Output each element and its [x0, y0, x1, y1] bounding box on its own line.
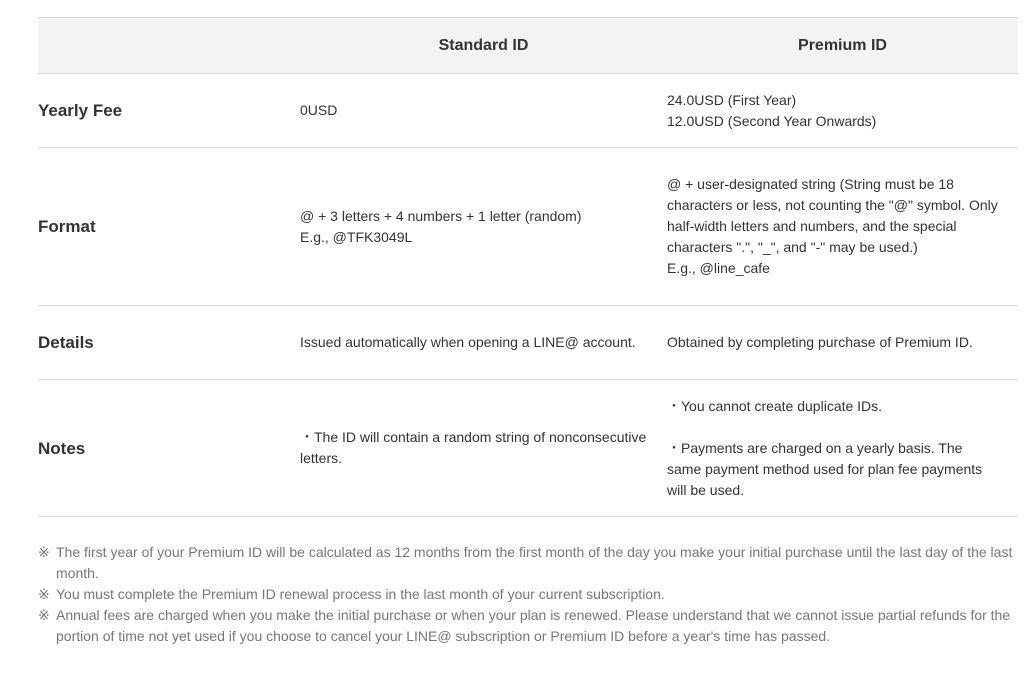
table-header-row [38, 18, 1018, 74]
standard-format-example: E.g., @TFK3049L [300, 228, 413, 245]
header-premium-id: Premium ID [667, 18, 1018, 74]
cell-standard-format [300, 148, 667, 306]
cell-standard-notes [300, 380, 667, 517]
standard-fee-text: 0USD [300, 102, 338, 118]
table-row-format [38, 148, 1018, 306]
table-row-yearly-fee [38, 74, 1018, 148]
footnote-item [38, 584, 1018, 605]
table-row-notes [38, 380, 1018, 517]
reference-mark-icon: ※ [38, 586, 50, 602]
cell-premium-details [667, 306, 1018, 380]
cell-standard-yearly-fee [300, 74, 667, 148]
cell-premium-format [667, 148, 1018, 306]
row-label-notes: Notes [38, 380, 300, 517]
footnote-text-renewal: You must complete the Premium ID renewal process in the last month of your current subscription. [56, 586, 665, 602]
premium-format-example: E.g., @line_cafe [667, 260, 770, 276]
standard-notes-text: ・The ID will contain a random string of nonconsecutive letters. [300, 429, 647, 466]
id-comparison-table [38, 17, 1018, 517]
cell-premium-yearly-fee [667, 74, 1018, 148]
footnote-text-annual-fees: Annual fees are charged when you make the initial purchase or when your plan is renewed. Please understand that we cannot issue partial refunds for the portion of time not yet used if you choose to cancel your LINE@ subscription or Premium ID before a year's time has passed. [56, 607, 1011, 644]
row-label-yearly-fee: Yearly Fee [38, 74, 300, 148]
cell-standard-details [300, 306, 667, 380]
cell-premium-notes [667, 380, 1018, 517]
standard-details-text: Issued automatically when opening a LINE@ account. [300, 334, 636, 350]
header-label-column [38, 18, 300, 74]
table-row-details [38, 306, 1018, 380]
note-spacer [667, 417, 998, 438]
standard-format-rule: @ + 3 letters + 4 numbers + 1 letter (random) [300, 207, 582, 224]
premium-format-rule: @ + user-designated string (String must be 18 characters or less, not counting the "@" symbol. Only half-width letters and numbers, and the special characters ".", "_", and "-" may be used.) [667, 176, 998, 255]
header-standard-id: Standard ID [300, 18, 667, 74]
reference-mark-icon: ※ [38, 544, 50, 560]
premium-details-text: Obtained by completing purchase of Premium ID. [667, 334, 973, 350]
premium-note-payment: ・Payments are charged on a yearly basis. The same payment method used for plan fee payments will be used. [667, 439, 983, 498]
row-label-format: Format [38, 148, 300, 306]
premium-fee-second-year: 12.0USD (Second Year Onwards) [667, 112, 877, 129]
row-label-details: Details [38, 306, 300, 380]
footnote-item [38, 542, 1018, 584]
premium-fee-first-year: 24.0USD (First Year) [667, 91, 797, 108]
footnote-text-first-year: The first year of your Premium ID will be calculated as 12 months from the first month of the day you make your initial purchase until the last day of the last month. [56, 544, 1013, 581]
reference-mark-icon: ※ [38, 607, 50, 623]
footnote-item [38, 605, 1018, 647]
footnotes-list [38, 542, 1018, 647]
premium-note-duplicate: ・You cannot create duplicate IDs. [667, 397, 883, 414]
